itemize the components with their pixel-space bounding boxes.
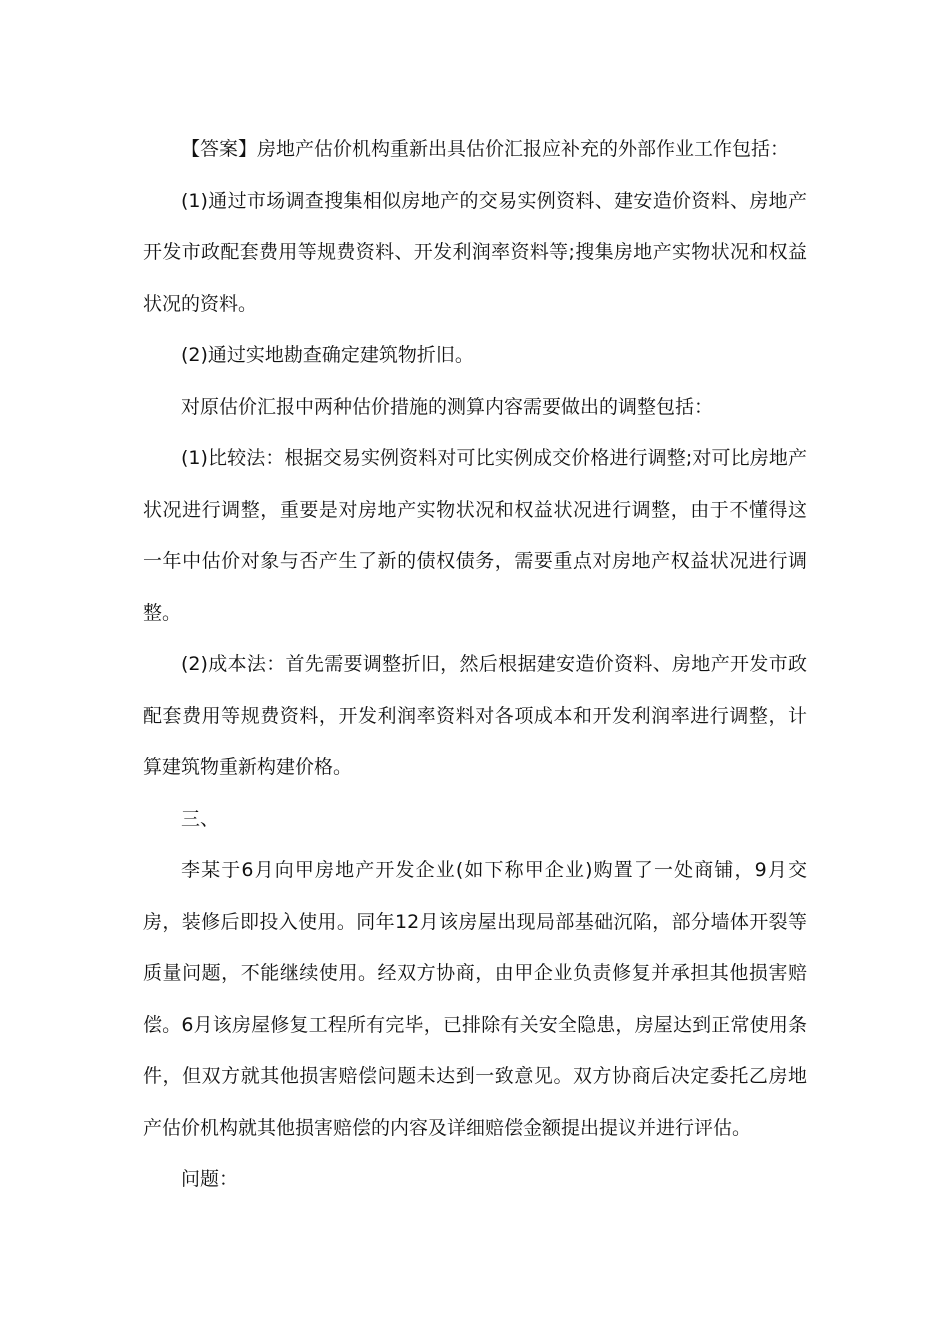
paragraph-cost-method: (2)成本法：首先需要调整折旧，然后根据建安造价资料、房地产开发市政配套费用等规费资料，开发利润率资料对各项成本和开发利润率进行调整，计算建筑物重新构建价格。 [143, 653, 807, 778]
paragraph-comparison-method: (1)比较法：根据交易实例资料对可比实例成交价格进行调整;对可比房地产状况进行调整，重要是对房地产实物状况和权益状况进行调整，由于不懂得这一年中估价对象与否产生了新的债权债务，需要重点对房地产权益状况进行调整。 [143, 447, 807, 624]
document-body [143, 124, 807, 1206]
paragraph-item-1: (1)通过市场调查搜集相似房地产的交易实例资料、建安造价资料、房地产开发市政配套费用等规费资料、开发利润率资料等;搜集房地产实物状况和权益状况的资料。 [143, 189, 807, 315]
section-heading-three: 三、 [181, 807, 220, 830]
paragraph-adjust-intro: 对原估价汇报中两种估价措施的测算内容需要做出的调整包括： [181, 395, 714, 418]
paragraph-item-2: (2)通过实地勘查确定建筑物折旧。 [181, 344, 474, 366]
paragraph-question: 问题： [181, 1168, 239, 1190]
paragraph-case: 李某于6月向甲房地产开发企业(如下称甲企业)购置了一处商铺，9月交房，装修后即投入使用。同年12月该房屋出现局部基础沉陷，部分墙体开裂等质量问题，不能继续使用。经双方协商，由甲企业负责修复并承担其他损害赔偿。6月该房屋修复工程所有完毕，已排除有关安全隐患，房屋达到正常使用条件，但双方就其他损害赔偿问题未达到一致意见。双方协商后决定委托乙房地产估价机构就其他损害赔偿的内容及详细赔偿金额提出提议并进行评估。 [143, 859, 807, 1139]
paragraph-answer-intro: 【答案】房地产估价机构重新出具估价汇报应补充的外部作业工作包括： [181, 138, 790, 160]
